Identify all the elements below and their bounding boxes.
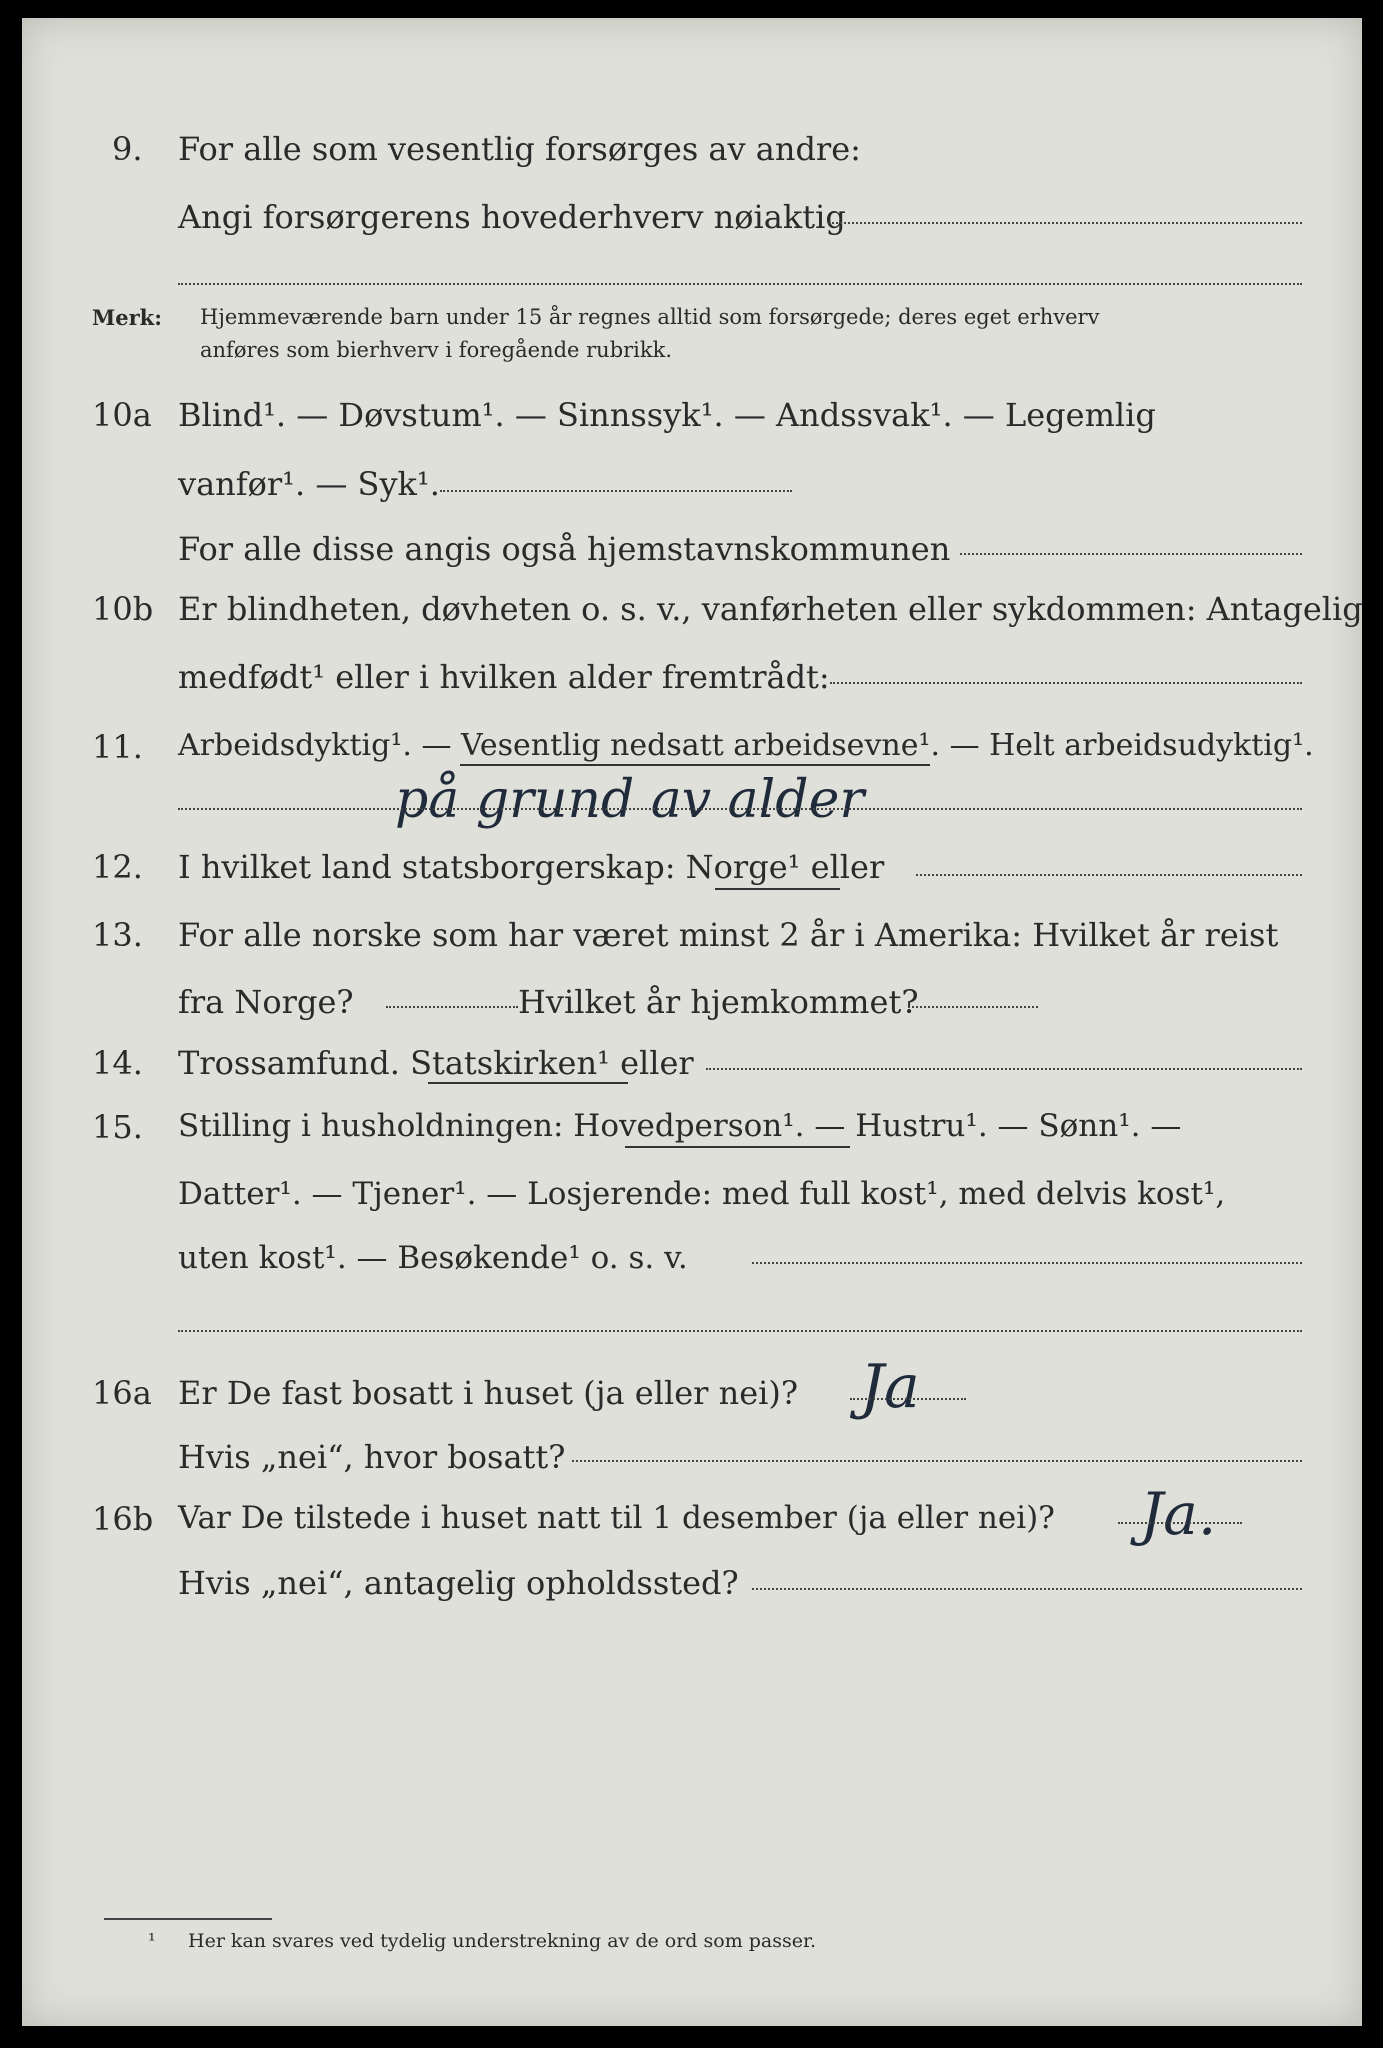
question-12-number: 12. bbox=[92, 848, 143, 886]
answer-line bbox=[572, 1460, 1302, 1462]
question-10b-number: 10b bbox=[92, 590, 154, 628]
question-16b-number: 16b bbox=[92, 1500, 154, 1538]
answer-line bbox=[960, 553, 1302, 555]
underline-mark bbox=[428, 1082, 628, 1084]
question-9-number: 9. bbox=[112, 130, 143, 168]
question-13-text-line2a: fra Norge? bbox=[178, 983, 354, 1021]
question-10a-number: 10a bbox=[92, 396, 152, 434]
footnote-text: Her kan svares ved tydelig understrekning av de ord som passer. bbox=[188, 1930, 817, 1952]
question-16a-number: 16a bbox=[92, 1374, 152, 1412]
question-13-text: For alle norske som har været minst 2 år i Amerika: Hvilket år reist bbox=[178, 916, 1279, 954]
answer-line bbox=[706, 1068, 1302, 1070]
question-16b-text-line2: Hvis „nei“, antagelig opholdssted? bbox=[178, 1564, 739, 1602]
question-15-text-line2: Datter¹. — Tjener¹. — Losjerende: med full kost¹, med delvis kost¹, bbox=[178, 1176, 1226, 1212]
answer-line bbox=[752, 1588, 1302, 1590]
footnote-marker: ¹ bbox=[148, 1930, 156, 1952]
question-16a-text-line2: Hvis „nei“, hvor bosatt? bbox=[178, 1438, 566, 1476]
question-16a-text: Er De fast bosatt i huset (ja eller nei)? bbox=[178, 1374, 799, 1412]
answer-line bbox=[386, 1006, 518, 1008]
answer-line bbox=[828, 222, 1302, 224]
question-10a-text-line3: For alle disse angis også hjemstavnskommunen bbox=[178, 530, 951, 568]
handwritten-answer: Ja. bbox=[1140, 1480, 1217, 1548]
handwritten-answer: på grund av alder bbox=[395, 770, 865, 830]
note-label: Merk: bbox=[92, 305, 162, 330]
handwritten-answer: Ja bbox=[860, 1352, 920, 1422]
question-14-text: Trossamfund. Statskirken¹ eller bbox=[178, 1044, 694, 1082]
footnote-rule bbox=[104, 1918, 272, 1920]
answer-line bbox=[1118, 1522, 1242, 1524]
question-16b-text: Var De tilstede i huset natt til 1 desember (ja eller nei)? bbox=[178, 1500, 1055, 1536]
underline-mark bbox=[625, 1146, 850, 1148]
question-10a-text-line2: vanfør¹. — Syk¹. bbox=[178, 465, 440, 503]
question-9-text: For alle som vesentlig forsørges av andre: bbox=[178, 130, 861, 168]
question-13-number: 13. bbox=[92, 916, 143, 954]
answer-line bbox=[830, 682, 1302, 684]
question-11-text: Arbeidsdyktig¹. — Vesentlig nedsatt arbeidsevne¹. — Helt arbeidsudyktig¹. bbox=[178, 728, 1314, 763]
question-10b-text-line2: medfødt¹ eller i hvilken alder fremtrådt: bbox=[178, 658, 830, 696]
answer-line bbox=[178, 283, 1302, 285]
underline-mark bbox=[460, 764, 930, 766]
question-10a-text: Blind¹. — Døvstum¹. — Sinnssyk¹. — Andssvak¹. — Legemlig bbox=[178, 396, 1156, 434]
underline-mark bbox=[715, 888, 840, 890]
answer-line bbox=[916, 874, 1302, 876]
question-13-text-line2b: Hvilket år hjemkommet? bbox=[518, 983, 919, 1021]
question-11-number: 11. bbox=[92, 728, 143, 766]
question-12-text: I hvilket land statsborgerskap: Norge¹ eller bbox=[178, 848, 885, 886]
question-14-number: 14. bbox=[92, 1044, 143, 1082]
note-text-line2: anføres som bierhverv i foregående rubrikk. bbox=[200, 338, 673, 362]
answer-line bbox=[178, 808, 1302, 810]
answer-line bbox=[850, 1398, 966, 1400]
question-15-text-line3: uten kost¹. — Besøkende¹ o. s. v. bbox=[178, 1240, 688, 1276]
answer-line bbox=[178, 1330, 1302, 1332]
answer-line bbox=[440, 490, 792, 492]
note-text-line1: Hjemmeværende barn under 15 år regnes alltid som forsørgede; deres eget erhverv bbox=[200, 305, 1100, 329]
question-10b-text: Er blindheten, døvheten o. s. v., vanførheten eller sykdommen: Antagelig bbox=[178, 590, 1363, 628]
question-9-subtext: Angi forsørgerens hovederhverv nøiaktig bbox=[178, 198, 846, 236]
question-15-text: Stilling i husholdningen: Hovedperson¹. — Hustru¹. — Sønn¹. — bbox=[178, 1108, 1182, 1144]
question-15-number: 15. bbox=[92, 1108, 143, 1146]
answer-line bbox=[752, 1262, 1302, 1264]
answer-line bbox=[908, 1006, 1038, 1008]
